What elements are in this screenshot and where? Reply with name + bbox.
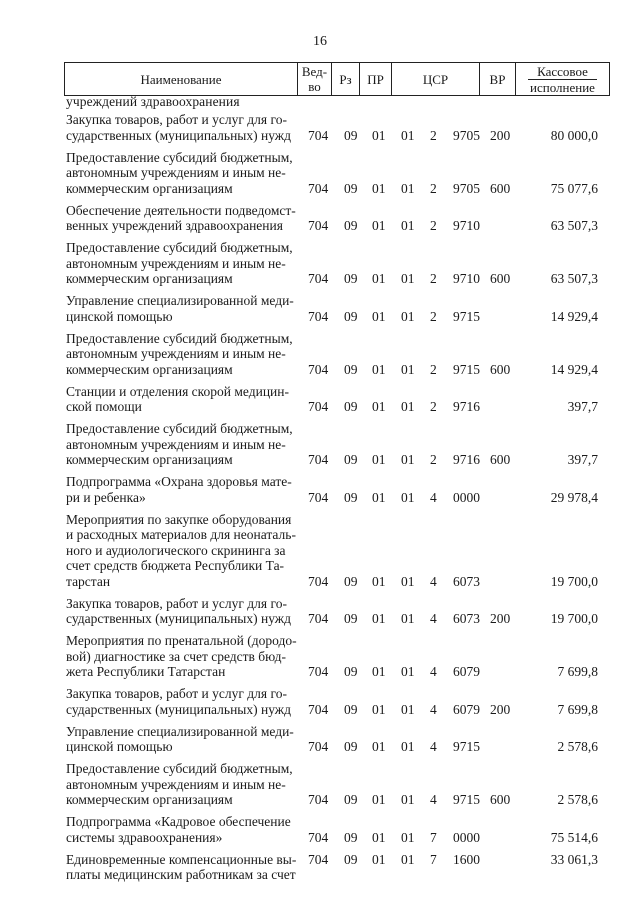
- row-amount: 397,7: [567, 399, 598, 414]
- row-amount: 14 929,4: [550, 361, 598, 377]
- table-row: [0, 331, 640, 378]
- table-row: [0, 512, 640, 590]
- row-c1: 01: [401, 611, 415, 626]
- row-name-line: цинской помощью: [66, 739, 173, 754]
- row-c3: 6079: [453, 664, 480, 679]
- header-ved-line2: во: [308, 79, 321, 94]
- row-c3: 9716: [453, 452, 480, 467]
- row-c2: 2: [430, 271, 437, 286]
- row-c2: 2: [430, 399, 437, 414]
- header-csr: ЦСР: [391, 63, 479, 95]
- row-pr: 01: [372, 361, 386, 377]
- row-pr: 01: [372, 180, 386, 196]
- row-amount: 19 700,0: [550, 611, 598, 626]
- row-name: [66, 240, 292, 287]
- row-amount: 75 514,6: [550, 829, 598, 845]
- row-vr: 200: [490, 611, 511, 626]
- row-pr: 01: [372, 573, 386, 589]
- row-c1: 01: [401, 739, 415, 754]
- row-pr: 01: [372, 308, 386, 324]
- row-amount: 397,7: [567, 452, 598, 467]
- row-ved: 704: [308, 573, 329, 589]
- row-name-line: автономным учреждениям и иным не-: [66, 776, 286, 792]
- row-vr: 200: [490, 127, 511, 143]
- row-rz: 09: [344, 829, 358, 845]
- row-c1: 01: [401, 701, 415, 717]
- row-name-line: Закупка товаров, работ и услуг для го-: [66, 595, 287, 611]
- row-c2: 4: [430, 792, 437, 807]
- row-c2: 2: [430, 361, 437, 377]
- row-amount: 80 000,0: [550, 127, 598, 143]
- row-c3: 9715: [453, 308, 480, 324]
- header-ved-line1: Вед-: [301, 64, 328, 79]
- row-name-line: Мероприятия по пренатальной (дородо-: [66, 633, 297, 648]
- row-name-line: и расходных материалов для неонаталь-: [66, 527, 296, 542]
- row-name: [66, 633, 297, 680]
- row-vr: 600: [490, 271, 511, 286]
- row-c2: 2: [430, 127, 437, 143]
- row-name: [66, 596, 292, 627]
- row-name-line: сударственных (муниципальных) нужд: [66, 127, 291, 143]
- row-name-line: Обеспечение деятельности подведомст-: [66, 202, 296, 218]
- table-row: [0, 761, 640, 808]
- row-c3: 0000: [453, 829, 480, 845]
- row-name-line: счет средств бюджета Республики Та-: [66, 558, 285, 573]
- row-name-line: ного и аудиологического скрининга за: [66, 542, 286, 558]
- row-name: [66, 384, 292, 415]
- table-row: [0, 814, 640, 845]
- row-c1: 01: [401, 829, 415, 845]
- row-pr: 01: [372, 664, 386, 679]
- row-c3: 9705: [453, 180, 480, 196]
- row-c1: 01: [401, 180, 415, 196]
- row-vr: 200: [490, 701, 511, 717]
- row-name-line: сударственных (муниципальных) нужд: [66, 611, 291, 626]
- row-rz: 09: [344, 489, 358, 505]
- row-pr: 01: [372, 489, 386, 505]
- row-name-line: Подпрограмма «Охрана здоровья мате-: [66, 474, 292, 489]
- row-ved: 704: [308, 664, 329, 679]
- row-c1: 01: [401, 308, 415, 324]
- row-ved: 704: [308, 739, 329, 754]
- row-c3: 9710: [453, 218, 480, 233]
- row-name-line: Закупка товаров, работ и услуг для го-: [66, 686, 287, 701]
- row-name-line: Предоставление субсидий бюджетным,: [66, 421, 293, 436]
- table-row: [0, 293, 640, 324]
- row-ved: 704: [308, 271, 329, 286]
- row-pr: 01: [372, 829, 386, 845]
- table-row: [0, 852, 640, 883]
- row-rz: 09: [344, 180, 358, 196]
- row-c2: 2: [430, 452, 437, 467]
- row-ved: 704: [308, 180, 329, 196]
- row-name-line: коммерческим организациям: [66, 271, 233, 286]
- row-vr: 600: [490, 361, 511, 377]
- row-pr: 01: [372, 218, 386, 233]
- row-c1: 01: [401, 361, 415, 377]
- continuation-text: учреждений здравоохранения: [66, 94, 240, 109]
- row-pr: 01: [372, 452, 386, 467]
- header-vr: ВР: [479, 63, 515, 95]
- row-amount: 2 578,6: [557, 792, 598, 807]
- row-ved: 704: [308, 792, 329, 807]
- row-rz: 09: [344, 701, 358, 717]
- row-amount: 7 699,8: [557, 701, 598, 717]
- row-c3: 1600: [453, 851, 480, 867]
- header-rz: Рз: [331, 63, 359, 95]
- row-c1: 01: [401, 271, 415, 286]
- row-c1: 01: [401, 573, 415, 589]
- row-name-line: Единовременные компенсационные вы-: [66, 851, 297, 867]
- row-name: [66, 202, 296, 234]
- row-name-line: платы медицинским работникам за счет: [66, 867, 296, 882]
- row-c3: 6079: [453, 701, 480, 717]
- table-row: [0, 421, 640, 468]
- row-name: [66, 331, 292, 378]
- row-ved: 704: [308, 611, 329, 626]
- row-ved: 704: [308, 829, 329, 845]
- row-name: [66, 511, 296, 590]
- row-c1: 01: [401, 792, 415, 807]
- row-rz: 09: [344, 739, 358, 754]
- row-c1: 01: [401, 127, 415, 143]
- row-vr: 600: [490, 792, 511, 807]
- row-c2: 2: [430, 180, 437, 196]
- row-amount: 63 507,3: [550, 271, 598, 286]
- row-rz: 09: [344, 308, 358, 324]
- row-c2: 2: [430, 218, 437, 233]
- row-c1: 01: [401, 452, 415, 467]
- row-c3: 9715: [453, 361, 480, 377]
- row-ved: 704: [308, 452, 329, 467]
- row-c2: 4: [430, 739, 437, 754]
- row-pr: 01: [372, 792, 386, 807]
- row-c1: 01: [401, 851, 415, 867]
- row-name-line: ской помощи: [66, 399, 142, 414]
- table-row: [0, 150, 640, 197]
- row-rz: 09: [344, 218, 358, 233]
- row-rz: 09: [344, 792, 358, 807]
- row-name-line: автономным учреждениям и иным не-: [66, 165, 286, 180]
- row-ved: 704: [308, 489, 329, 505]
- row-c2: 4: [430, 489, 437, 505]
- table-row: [0, 384, 640, 415]
- row-pr: 01: [372, 271, 386, 286]
- row-rz: 09: [344, 851, 358, 867]
- row-ved: 704: [308, 218, 329, 233]
- row-pr: 01: [372, 739, 386, 754]
- row-pr: 01: [372, 399, 386, 414]
- row-rz: 09: [344, 452, 358, 467]
- row-ved: 704: [308, 361, 329, 377]
- row-name-line: Мероприятия по закупке оборудования: [66, 511, 292, 527]
- row-c3: 6073: [453, 611, 480, 626]
- row-pr: 01: [372, 701, 386, 717]
- page-number: 16: [313, 34, 327, 49]
- row-name-line: Станции и отделения скорой медицин-: [66, 383, 290, 399]
- row-amount: 2 578,6: [557, 739, 598, 754]
- row-amount: 29 978,4: [550, 489, 598, 505]
- row-name: [66, 851, 297, 883]
- table-header: [64, 62, 610, 96]
- row-name-line: ри и ребенка»: [66, 489, 146, 505]
- row-amount: 33 061,3: [550, 851, 598, 867]
- row-vr: 600: [490, 452, 511, 467]
- row-name: [66, 112, 292, 143]
- row-c3: 9710: [453, 271, 480, 286]
- row-name: [66, 724, 292, 755]
- row-rz: 09: [344, 399, 358, 414]
- row-name-line: коммерческим организациям: [66, 361, 233, 377]
- table-row: [0, 474, 640, 505]
- row-c3: 9716: [453, 399, 480, 414]
- row-rz: 09: [344, 573, 358, 589]
- row-rz: 09: [344, 611, 358, 626]
- row-rz: 09: [344, 664, 358, 679]
- table-row: [0, 112, 640, 143]
- row-ved: 704: [308, 308, 329, 324]
- row-c2: 7: [430, 851, 437, 867]
- row-name-line: Предоставление субсидий бюджетным,: [66, 149, 293, 165]
- table-row: [0, 596, 640, 627]
- row-amount: 19 700,0: [550, 573, 598, 589]
- row-name-line: коммерческим организациям: [66, 452, 233, 467]
- row-rz: 09: [344, 361, 358, 377]
- row-name: [66, 761, 292, 808]
- row-ved: 704: [308, 851, 329, 867]
- row-name-line: Управление специализированной меди-: [66, 723, 294, 739]
- row-vr: 600: [490, 180, 511, 196]
- header-amount: [515, 63, 609, 95]
- row-name-line: жета Республики Татарстан: [66, 664, 226, 679]
- row-name-line: венных учреждений здравоохранения: [66, 218, 283, 233]
- row-amount: 63 507,3: [550, 218, 598, 233]
- table-row: [0, 724, 640, 755]
- row-ved: 704: [308, 701, 329, 717]
- header-ved: [297, 63, 331, 95]
- row-c1: 01: [401, 489, 415, 505]
- row-name-line: Управление специализированной меди-: [66, 293, 294, 308]
- row-name-line: тарстан: [66, 573, 111, 589]
- row-name-line: Предоставление субсидий бюджетным,: [66, 761, 293, 776]
- row-ved: 704: [308, 399, 329, 414]
- row-amount: 14 929,4: [550, 308, 598, 324]
- row-amount: 7 699,8: [557, 664, 598, 679]
- row-name-line: Предоставление субсидий бюджетным,: [66, 240, 293, 255]
- row-name-line: сударственных (муниципальных) нужд: [66, 701, 291, 717]
- row-c3: 0000: [453, 489, 480, 505]
- row-name-line: цинской помощью: [66, 308, 173, 324]
- row-name: [66, 293, 292, 324]
- row-name-line: автономным учреждениям и иным не-: [66, 436, 286, 452]
- row-ved: 704: [308, 127, 329, 143]
- row-c3: 9705: [453, 127, 480, 143]
- row-c1: 01: [401, 664, 415, 679]
- row-c1: 01: [401, 218, 415, 233]
- row-c2: 2: [430, 308, 437, 324]
- table-row: [0, 686, 640, 717]
- row-name-line: коммерческим организациям: [66, 792, 233, 807]
- header-amount-line2: исполнение: [530, 79, 595, 95]
- row-c2: 4: [430, 611, 437, 626]
- row-c3: 6073: [453, 573, 480, 589]
- row-name: [66, 686, 292, 717]
- header-name: Наименование: [140, 71, 222, 87]
- header-pr: ПР: [359, 63, 391, 95]
- row-name: [66, 421, 292, 468]
- row-name-line: автономным учреждениям и иным не-: [66, 346, 286, 361]
- row-c2: 4: [430, 701, 437, 717]
- table-row: [0, 240, 640, 287]
- row-c3: 9715: [453, 739, 480, 754]
- row-c2: 4: [430, 573, 437, 589]
- row-pr: 01: [372, 127, 386, 143]
- row-name-line: Предоставление субсидий бюджетным,: [66, 330, 293, 346]
- row-c1: 01: [401, 399, 415, 414]
- row-pr: 01: [372, 851, 386, 867]
- header-amount-line1: Кассовое: [537, 63, 588, 79]
- table-row: [0, 633, 640, 680]
- row-name: [66, 150, 292, 197]
- row-name-line: системы здравоохранения»: [66, 829, 223, 845]
- row-name-line: коммерческим организациям: [66, 180, 233, 196]
- row-rz: 09: [344, 271, 358, 286]
- table-row: [0, 203, 640, 234]
- row-c2: 7: [430, 829, 437, 845]
- row-c3: 9715: [453, 792, 480, 807]
- row-name-line: Закупка товаров, работ и услуг для го-: [66, 112, 287, 127]
- row-name: [66, 474, 292, 505]
- row-c2: 4: [430, 664, 437, 679]
- row-name-line: автономным учреждениям и иным не-: [66, 255, 286, 271]
- row-name: [66, 814, 292, 845]
- row-amount: 75 077,6: [550, 180, 598, 196]
- row-rz: 09: [344, 127, 358, 143]
- row-pr: 01: [372, 611, 386, 626]
- row-name-line: вой) диагностике за счет средств бюд-: [66, 648, 286, 664]
- row-name-line: Подпрограмма «Кадровое обеспечение: [66, 814, 291, 829]
